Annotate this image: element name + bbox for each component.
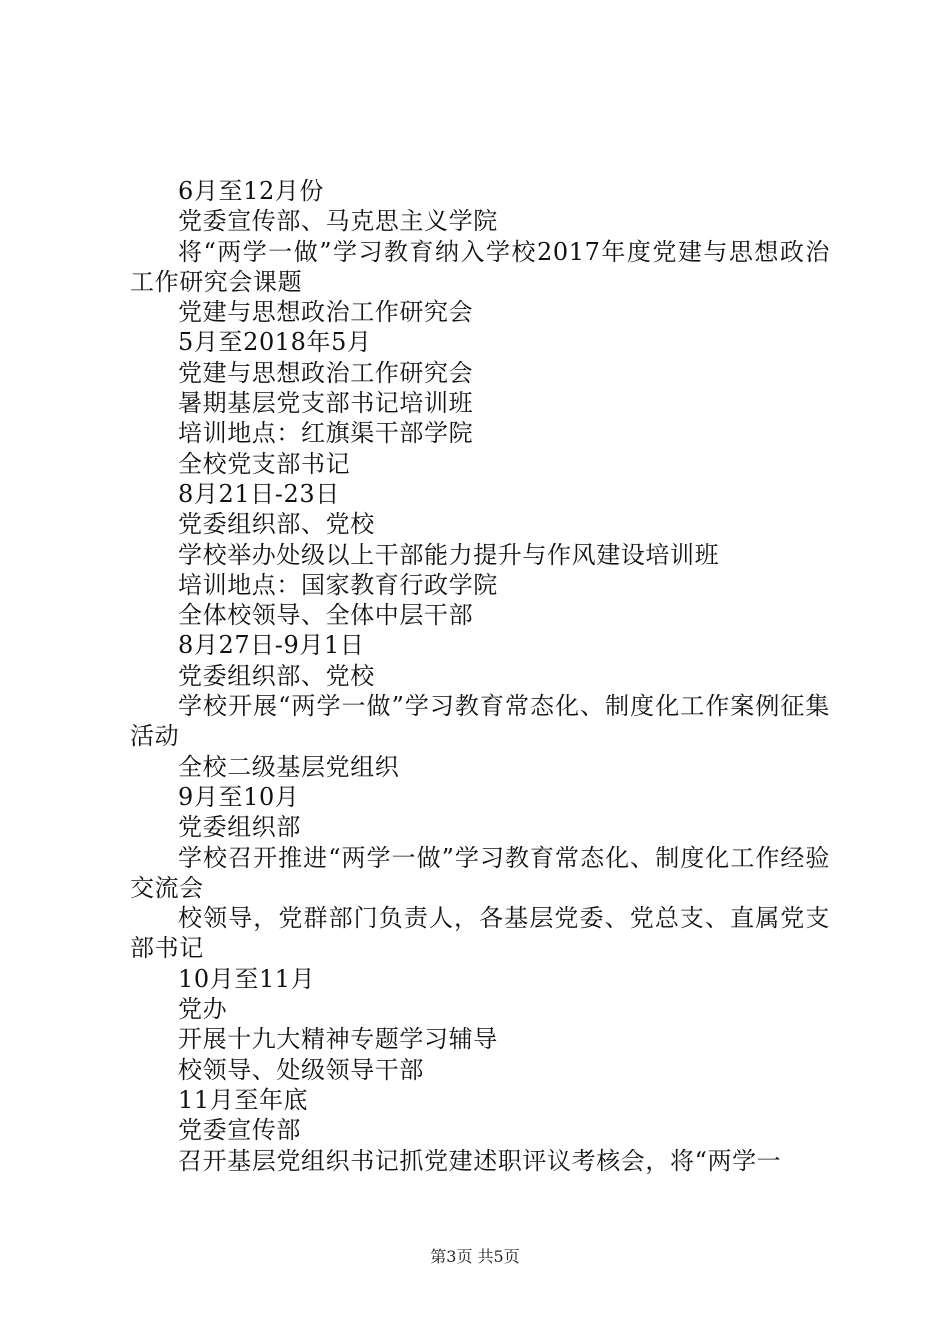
paragraph: 培训地点：国家教育行政学院 — [178, 570, 498, 599]
paragraph: 全体校领导、全体中层干部 — [178, 601, 474, 630]
paragraph: 暑期基层党支部书记培训班 — [178, 389, 474, 418]
paragraph: 召开基层党组织书记抓党建述职评议考核会，将“两学一 — [178, 1146, 782, 1175]
paragraph: 校领导、处级领导干部 — [178, 1055, 424, 1084]
paragraph: 将“两学一做”学习教育纳入学校2017年度党建与思想政治工作研究会课题 — [130, 237, 830, 296]
paragraph: 党办 — [178, 995, 228, 1024]
paragraph: 8月21日-23日 — [178, 479, 340, 508]
paragraph: 10月至11月 — [178, 964, 316, 993]
paragraph: 党委组织部 — [178, 813, 301, 842]
paragraph: 11月至年底 — [178, 1085, 309, 1114]
page-number-footer: 第3页 共5页 — [430, 1247, 520, 1266]
paragraph: 8月27日-9月1日 — [178, 631, 365, 660]
paragraph: 学校召开推进“两学一做”学习教育常态化、制度化工作经验交流会 — [130, 843, 830, 902]
paragraph: 党委宣传部 — [178, 1116, 301, 1145]
paragraph: 培训地点：红旗渠干部学院 — [178, 419, 474, 448]
paragraph: 党建与思想政治工作研究会 — [178, 358, 474, 387]
paragraph: 学校举办处级以上干部能力提升与作风建设培训班 — [178, 540, 720, 569]
paragraph: 党委组织部、党校 — [178, 661, 375, 690]
paragraph: 党建与思想政治工作研究会 — [178, 298, 474, 327]
paragraph: 党委组织部、党校 — [178, 510, 375, 539]
paragraph: 5月至2018年5月 — [178, 328, 372, 357]
paragraph: 9月至10月 — [178, 782, 300, 811]
paragraph: 学校开展“两学一做”学习教育常态化、制度化工作案例征集活动 — [130, 692, 830, 751]
document-body — [130, 176, 830, 1176]
paragraph: 校领导，党群部门负责人，各基层党委、党总支、直属党支部书记 — [130, 904, 830, 963]
paragraph: 全校党支部书记 — [178, 449, 351, 478]
paragraph: 开展十九大精神专题学习辅导 — [178, 1025, 498, 1054]
paragraph: 党委宣传部、马克思主义学院 — [178, 207, 498, 236]
paragraph: 全校二级基层党组织 — [178, 752, 400, 781]
paragraph: 6月至12月份 — [178, 177, 325, 205]
